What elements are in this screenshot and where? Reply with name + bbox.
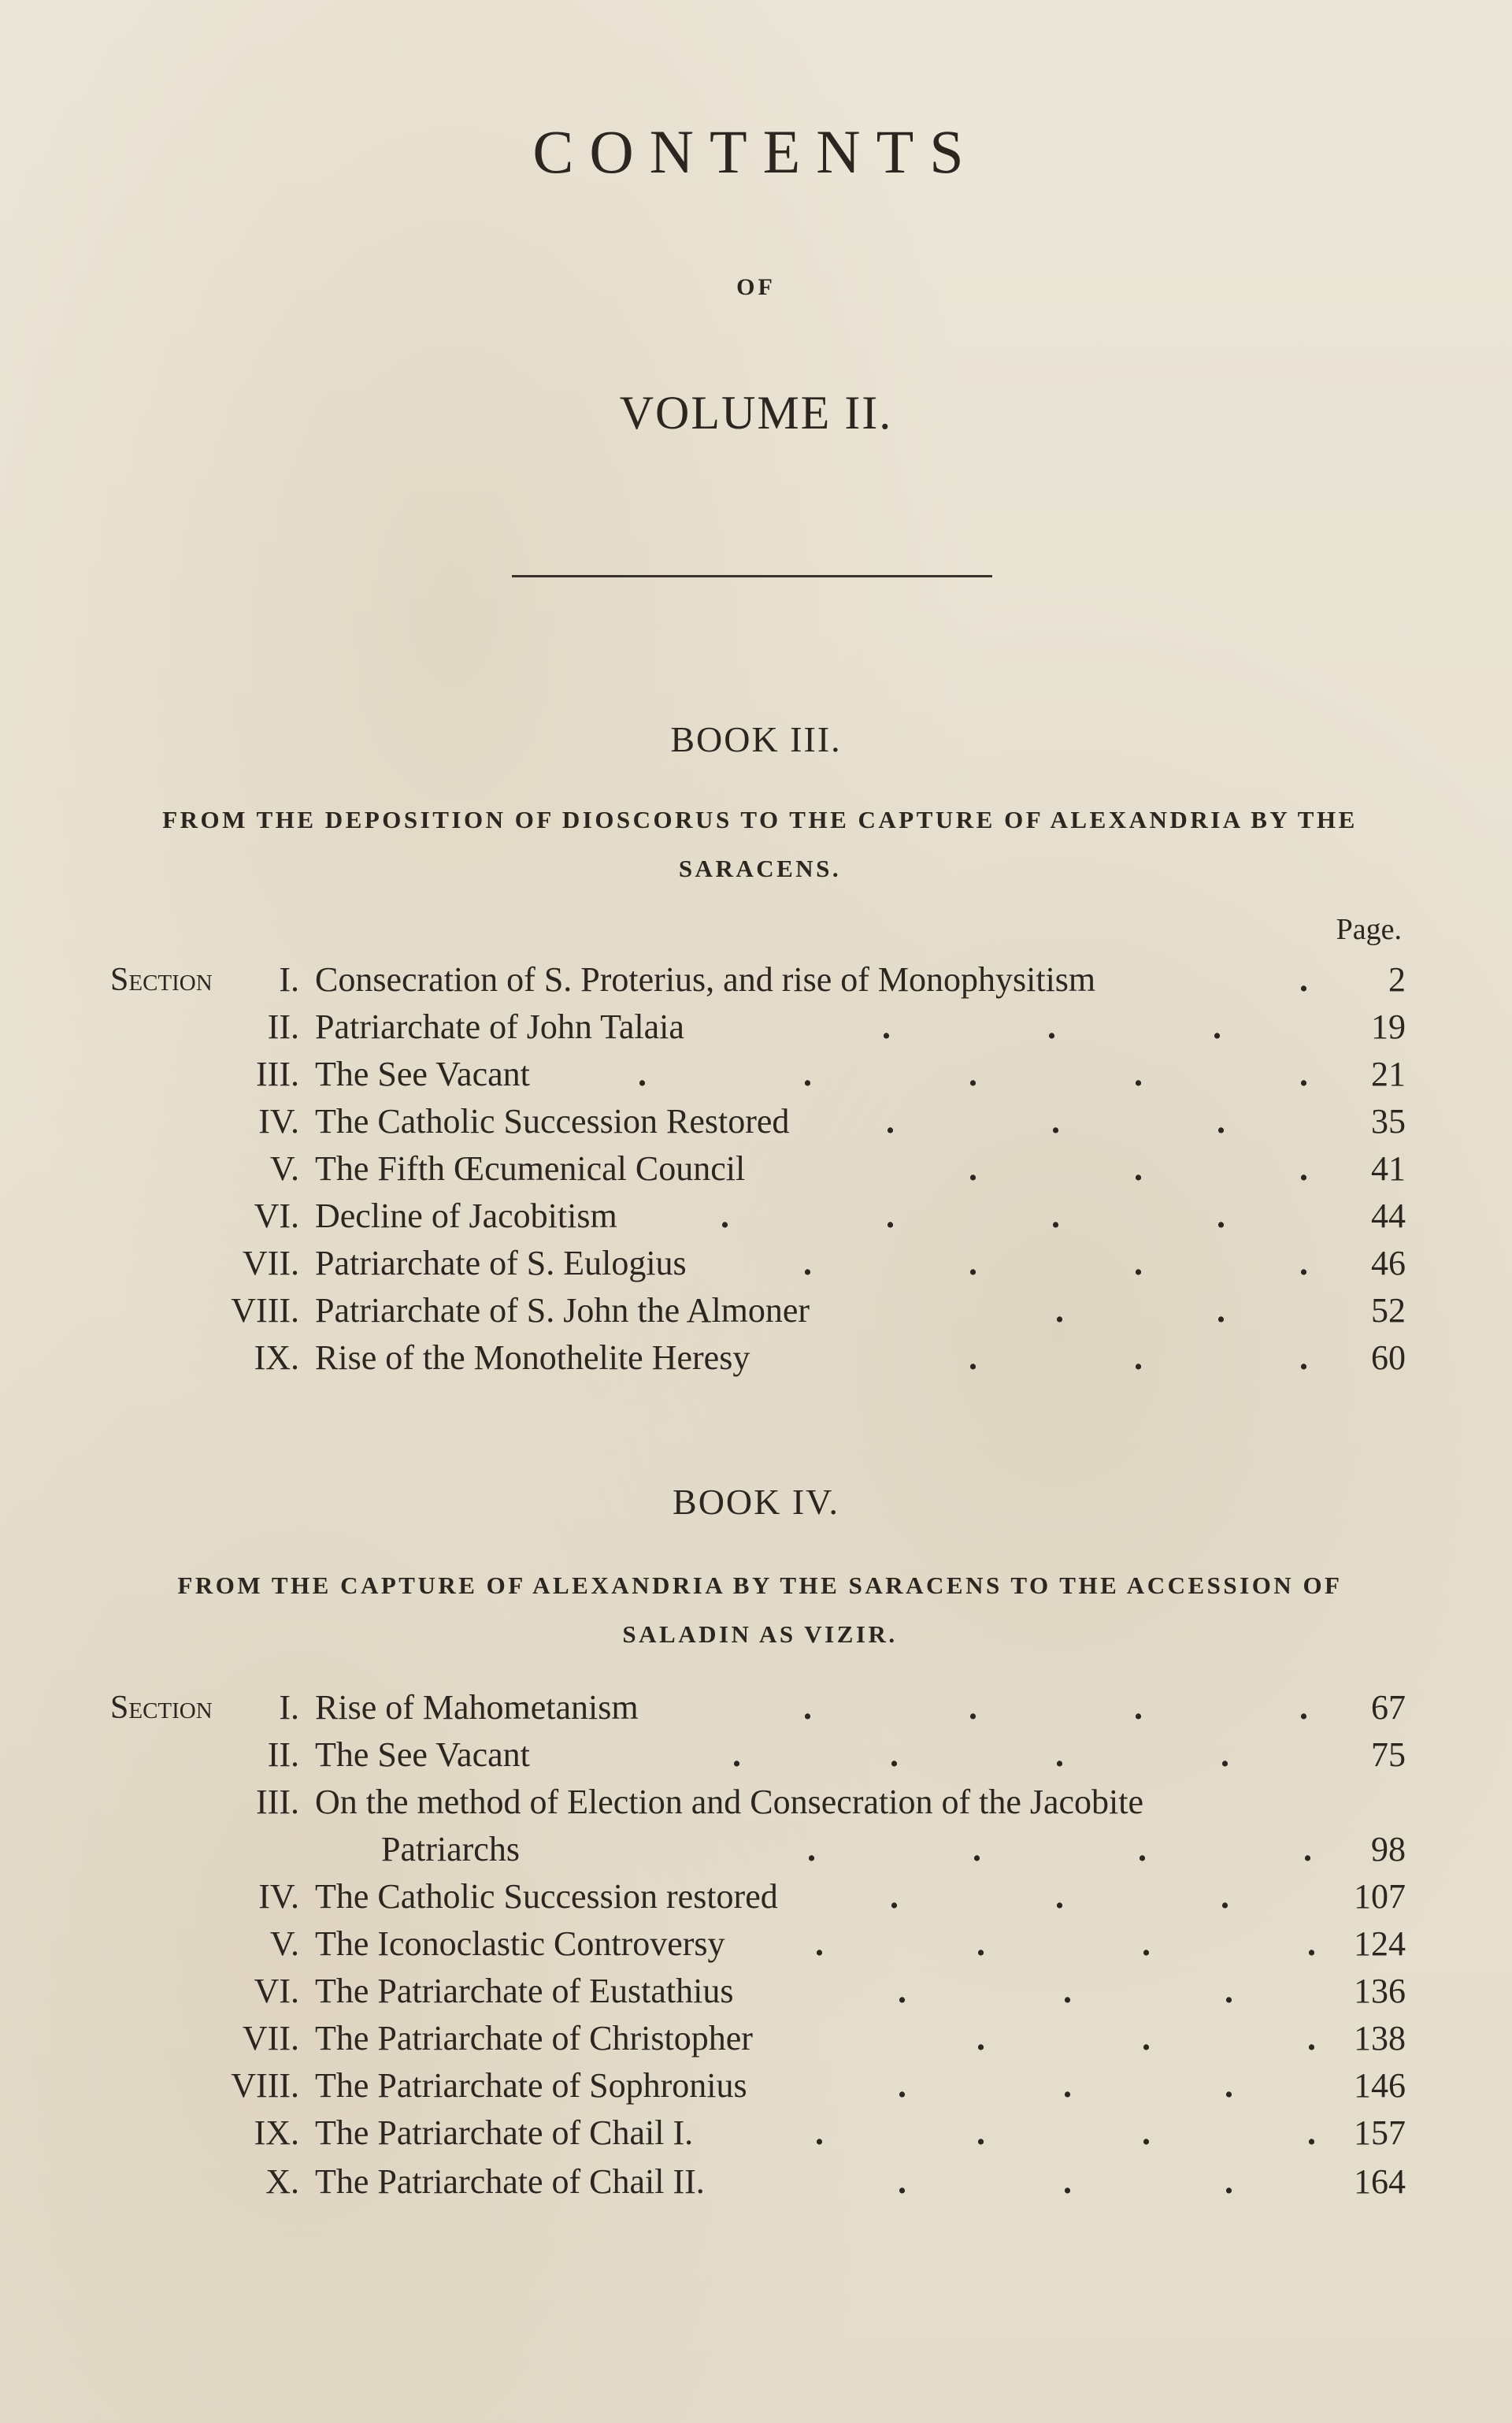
toc-entry-continuation [0, 1826, 1512, 1873]
page-number: 136 [1354, 1972, 1406, 2010]
page-number: 21 [1371, 1055, 1406, 1093]
toc-entry [0, 1968, 1512, 2015]
section-title: Patriarchate of John Talaia [315, 1007, 684, 1046]
section-number: IV. [258, 1102, 299, 1141]
page-number: 19 [1371, 1007, 1406, 1046]
page-number: 124 [1354, 1924, 1406, 1963]
section-number: I. [279, 960, 299, 999]
book-subtitle: FROM THE DEPOSITION OF DIOSCORUS TO THE CAPTURE OF ALEXANDRIA BY THE SARACENS. [162, 806, 1358, 882]
toc-entry [0, 1193, 1512, 1240]
page-number: 138 [1354, 2019, 1406, 2058]
section-number: X. [265, 2162, 299, 2201]
dot-leaders: . . . . [815, 2113, 1316, 2152]
section-number: VI. [254, 1972, 299, 2010]
page-number: 107 [1354, 1877, 1406, 1916]
section-number: V. [269, 1149, 299, 1188]
toc-entry [0, 1684, 1512, 1731]
section-title: The Catholic Succession Restored [315, 1102, 790, 1141]
dot-leaders: . . . [898, 2066, 1233, 2105]
page-number: 60 [1371, 1338, 1406, 1377]
toc-entry [0, 1145, 1512, 1193]
section-number: VI. [254, 1197, 299, 1235]
section-number: IX. [254, 2113, 299, 2152]
section-title: The Fifth Œcumenical Council [315, 1149, 746, 1188]
toc-entry [0, 1873, 1512, 1920]
section-number: III. [256, 1783, 299, 1821]
section-title: The See Vacant [315, 1055, 530, 1093]
toc-entry [0, 1051, 1512, 1098]
section-title: The Patriarchate of Chail II. [315, 2162, 705, 2201]
page-number: 44 [1371, 1197, 1406, 1235]
dot-leaders: . . . [969, 1149, 1308, 1188]
toc-entry [0, 956, 1512, 1004]
section-title: Rise of Mahometanism [315, 1688, 639, 1727]
page-number: 35 [1371, 1102, 1406, 1141]
page-title: CONTENTS [532, 117, 980, 186]
section-title: The Patriarchate of Eustathius [315, 1972, 734, 2010]
toc-entry [0, 2062, 1512, 2109]
section-title: The See Vacant [315, 1735, 530, 1774]
section-number: IX. [254, 1338, 299, 1377]
toc-entry [0, 1240, 1512, 1287]
dot-leaders: . . . [898, 1972, 1233, 2010]
section-number: V. [269, 1924, 299, 1963]
section-title: The Catholic Succession restored [315, 1877, 778, 1916]
section-number: VII. [242, 2019, 299, 2058]
section-title: The Patriarchate of Sophronius [315, 2066, 747, 2105]
dot-leaders: . . . [969, 1338, 1308, 1377]
toc-entry [0, 1004, 1512, 1051]
section-number: III. [256, 1055, 299, 1093]
dot-leaders: . . . [886, 1102, 1225, 1141]
section-title: Decline of Jacobitism [315, 1197, 617, 1235]
dot-leaders: . . . [882, 1007, 1221, 1046]
section-title: Consecration of S. Proterius, and rise of Monophysitism [315, 960, 1096, 999]
book-heading: BOOK IV. [673, 1482, 839, 1522]
section-number: VII. [242, 1244, 299, 1282]
toc-entry [0, 1287, 1512, 1334]
page-number: 98 [1371, 1830, 1406, 1868]
dot-leaders: . . . . [732, 1735, 1229, 1774]
section-title: Patriarchate of S. Eulogius [315, 1244, 687, 1282]
dot-leaders: . . . . [803, 1244, 1308, 1282]
page-number: 41 [1371, 1149, 1406, 1188]
section-number: VIII. [231, 1291, 299, 1330]
section-prefix: Section [110, 962, 213, 998]
section-number: I. [279, 1688, 299, 1727]
section-title: The Patriarchate of Christopher [315, 2019, 753, 2058]
dot-leaders: . . . . [803, 1688, 1308, 1727]
page-number: 164 [1354, 2162, 1406, 2201]
section-title: The Iconoclastic Controversy [315, 1924, 725, 1963]
dot-leaders: . [1299, 960, 1308, 999]
dot-leaders: . . . [976, 2019, 1316, 2058]
page-number: 2 [1388, 960, 1406, 999]
dot-leaders: . . . [890, 1877, 1229, 1916]
toc-entry [0, 2158, 1512, 2206]
toc-entry [0, 2015, 1512, 2062]
volume-title: VOLUME II. [619, 387, 893, 439]
dot-leaders: . . . [898, 2162, 1233, 2201]
book-subtitle: FROM THE CAPTURE OF ALEXANDRIA BY THE SARACENS TO THE ACCESSION OF SALADIN AS VIZIR. [177, 1571, 1343, 1648]
section-title: Patriarchate of S. John the Almoner [315, 1291, 810, 1330]
section-title-continuation: Patriarchs [381, 1830, 520, 1868]
toc-entry [0, 1920, 1512, 1968]
dot-leaders: . . . . . [638, 1055, 1308, 1093]
section-title: The Patriarchate of Chail I. [315, 2113, 694, 2152]
page-number: 52 [1371, 1291, 1406, 1330]
toc-entry [0, 1779, 1512, 1826]
toc-entry [0, 1334, 1512, 1382]
divider-rule [512, 575, 992, 577]
dot-leaders: . . . . [721, 1197, 1225, 1235]
section-number: II. [267, 1007, 299, 1046]
section-prefix: Section [110, 1690, 213, 1726]
page-column-label: Page. [1336, 913, 1402, 946]
page-number: 157 [1354, 2113, 1406, 2152]
dot-leaders: . . . . [815, 1924, 1316, 1963]
section-number: IV. [258, 1877, 299, 1916]
page-number: 67 [1371, 1688, 1406, 1727]
page-number: 75 [1371, 1735, 1406, 1774]
section-title: Rise of the Monothelite Heresy [315, 1338, 750, 1377]
page-number: 146 [1354, 2066, 1406, 2105]
section-title: On the method of Election and Consecration of the Jacobite [315, 1783, 1144, 1821]
book-heading: BOOK III. [670, 719, 842, 759]
section-number: VIII. [231, 2066, 299, 2105]
dot-leaders: . . [1055, 1291, 1225, 1330]
title-connector: OF [736, 274, 776, 300]
dot-leaders: . . . . [807, 1830, 1312, 1868]
toc-entry [0, 1731, 1512, 1779]
page-number: 46 [1371, 1244, 1406, 1282]
toc-entry [0, 1098, 1512, 1145]
toc-entry [0, 2109, 1512, 2157]
section-number: II. [267, 1735, 299, 1774]
